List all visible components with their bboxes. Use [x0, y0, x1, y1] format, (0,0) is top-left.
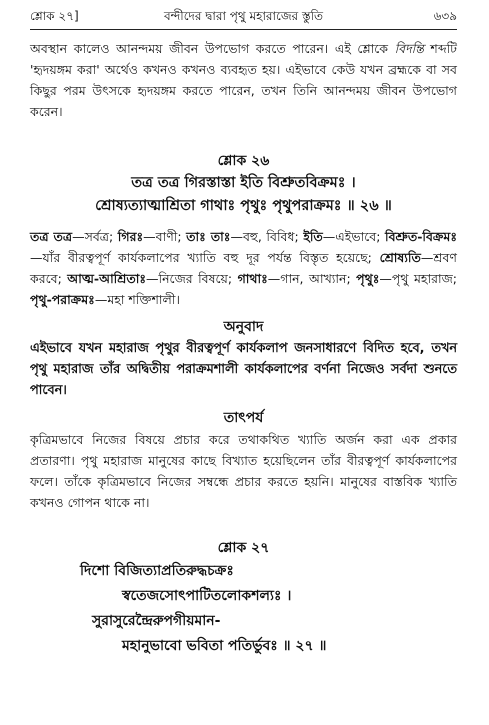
sloka-27-title: শ্লোক ২৭: [217, 540, 270, 556]
sloka-27-line-2: স্বতেজসোৎপাটিতলোকশল্যঃ ।: [122, 588, 292, 604]
intro-italic-word: বিদন্তি: [394, 41, 424, 56]
synonym-meaning: —শ্রবণ করবে;: [30, 250, 457, 286]
synonym-word: তত্র তত্র: [30, 229, 73, 244]
synonym-meaning: —বহু, বিবিধ;: [230, 229, 304, 244]
synonym-meaning: —বাণী;: [143, 229, 187, 244]
synonym-meaning: —পৃথু মহারাজ;: [379, 271, 457, 286]
synonym-word: শ্রোষ্যতি: [379, 250, 421, 265]
synonym-word: পৃথুঃ: [356, 271, 380, 286]
page-body: [30, 38, 457, 659]
sloka-27-line-4: মহানুভাবো ভবিতা পতির্ভুবঃ ॥ ২৭ ॥: [122, 638, 327, 654]
sloka-27-line-3: সুরাসুরেন্দ্রৈরুপগীয়মান-: [92, 613, 221, 629]
purport-heading: তাৎপর্য: [223, 410, 264, 426]
synonyms-paragraph: [30, 226, 457, 310]
intro-text-2: শব্দটি 'হৃদয়ঙ্গম করা' অর্থেও কখনও কখনও ব্যবহৃত হয়। এইভাবে কেউ যখন ব্রহ্মকে বা সব কিছুর পরম উৎসকে হৃদয়ঙ্গম করতে পারেন, তখন তিনি আনন্দময় জীবন উপভোগ করেন।: [30, 41, 457, 119]
sloka-27-line-1: দিশো বিজিত্যাপ্রতিরুদ্ধচক্রঃ: [80, 563, 234, 579]
page-header: [30, 8, 457, 28]
synonym-meaning: —মহা শক্তিশালী।: [94, 292, 180, 307]
header-verse-ref: শ্লোক ২৭]: [30, 9, 79, 23]
synonym-word: বিশ্রুত-বিক্রমঃ: [385, 229, 457, 244]
header-chapter-title: বন্দীদের দ্বারা পৃথু মহারাজের স্তুতি: [163, 9, 324, 23]
sloka-26-line-1: তত্র তত্র গিরস্তাস্তা ইতি বিশ্রুতবিক্রমঃ ।: [131, 175, 356, 191]
synonym-word: ইতি: [303, 229, 323, 244]
sloka-26-line-2: শ্রোষ্যত্যাত্মাশ্রিতা গাথাঃ পৃথুঃ পৃথুপরাক্রমঃ ॥ ২৬ ॥: [95, 198, 392, 214]
synonym-word: গিরঃ: [117, 229, 144, 244]
synonym-word: গাথাঃ: [237, 271, 268, 286]
synonym-meaning: —সর্বত্র;: [72, 229, 118, 244]
synonym-word: আত্ম-আশ্রিতাঃ: [67, 271, 147, 286]
synonym-word: পৃথু-পরাক্রমঃ: [30, 292, 95, 307]
synonym-meaning: —নিজের বিষয়ে;: [146, 271, 238, 286]
purport-paragraph: কৃত্রিমভাবে নিজের বিষয়ে প্রচার করে তথাকথিত খ্যাতি অর্জন করা এক প্রকার প্রতারণা। পৃথু মহারাজ মানুষের কাছে বিখ্যাত হয়েছিলেন তাঁর বীরত্বপূর্ণ কার্যকলাপের ফলে। তাঁকে কৃত্রিমভাবে নিজের সম্বন্ধে প্রচার করতে হয়নি। মানুষের বাস্তবিক খ্যাতি কখনও গোপন থাকে না।: [30, 432, 457, 510]
sloka-27-verse: [30, 559, 457, 659]
intro-text-1: অবস্থান কালেও আনন্দময় জীবন উপভোগ করতে পারেন। এই শ্লোকে: [30, 41, 395, 56]
synonym-meaning: —এইভাবে;: [322, 229, 386, 244]
translation-paragraph: এইভাবে যখন মহারাজ পৃথুর বীরত্বপূর্ণ কার্যকলাপ জনসাধারণে বিদিত হবে, তখন পৃথু মহারাজ তাঁর অদ্বিতীয় পরাক্রমশালী কার্যকলাপের বর্ণনা নিজেও সর্বদা শুনতে পাবেন।: [30, 341, 457, 398]
synonym-meaning: —গান, আখ্যান;: [267, 271, 357, 286]
header-rule: [30, 29, 457, 30]
intro-paragraph: [30, 38, 457, 122]
sloka-26-title: শ্লোক ২৬: [217, 153, 270, 169]
header-page-number: ৬৩৯: [433, 9, 457, 23]
synonym-word: তাঃ তাঃ: [186, 229, 231, 244]
synonym-meaning: —যাঁর বীরত্বপূর্ণ কার্যকলাপের খ্যাতি বহু দূর পর্যন্ত বিস্তৃত হয়েছে;: [30, 250, 380, 265]
translation-heading: অনুবাদ: [223, 319, 264, 335]
